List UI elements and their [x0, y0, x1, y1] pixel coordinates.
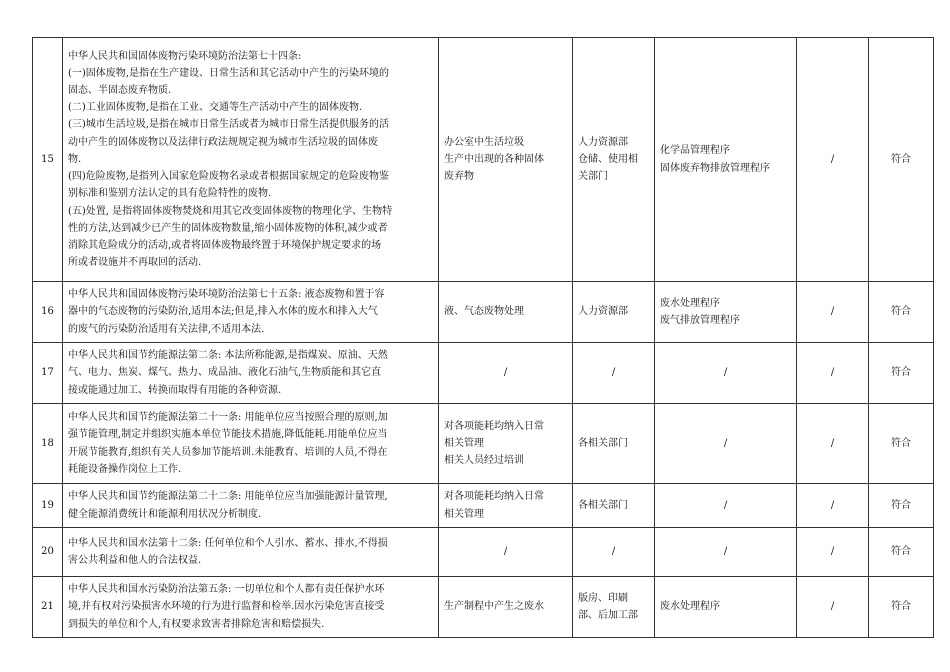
- conformity-status: 符合: [869, 38, 934, 282]
- extra-column: /: [797, 404, 869, 484]
- clause-line: 所或者设施并不再取回的活动.: [68, 257, 202, 269]
- department-line: 关部门: [578, 171, 608, 183]
- department-line: /: [611, 546, 616, 558]
- row-number: 17: [33, 343, 63, 404]
- clause-line: 接或能通过加工、转换而取得有用能的各种资源.: [68, 384, 282, 396]
- aspect-line: 液、气态废物处理: [444, 306, 524, 318]
- table-row: [33, 577, 934, 638]
- clause-text: [63, 484, 439, 528]
- clause-line: 中华人民共和国节约能源法第二十一条: 用能单位应当按照合理的原则,加: [68, 412, 388, 424]
- responsible-department: [573, 282, 655, 343]
- row-number: 16: [33, 282, 63, 343]
- regulation-compliance-table: [32, 37, 934, 638]
- environmental-aspect: [439, 484, 573, 528]
- procedure-line: 化学品管理程序: [660, 145, 730, 157]
- related-procedure: [655, 484, 797, 528]
- conformity-status: 符合: [869, 528, 934, 577]
- clause-line: 性的方法,达到减少已产生的固体废物数量,缩小固体废物的体积,减少或者: [68, 222, 388, 234]
- department-line: /: [611, 367, 616, 379]
- environmental-aspect: [439, 528, 573, 577]
- row-number: 21: [33, 577, 63, 638]
- responsible-department: [573, 343, 655, 404]
- table-row: [33, 484, 934, 528]
- related-procedure: [655, 577, 797, 638]
- conformity-status: 符合: [869, 484, 934, 528]
- clause-line: (五)处置, 是指将固体废物焚烧和用其它改变固体废物的物理化学、生物特: [68, 205, 393, 217]
- table-row: [33, 404, 934, 484]
- aspect-line: 生产中出现的各种固体: [444, 153, 544, 165]
- aspect-line: 相关管理: [444, 508, 484, 520]
- table-row: [33, 528, 934, 577]
- clause-line: 固态、半固态废弃物质.: [68, 85, 172, 97]
- clause-line: 别标准和鉴别方法认定的具有危险特性的废物.: [68, 188, 272, 200]
- clause-line: 中华人民共和国固体废物污染环境防治法第七十五条: 液态废物和置于容: [68, 289, 385, 301]
- responsible-department: [573, 484, 655, 528]
- extra-column: /: [797, 38, 869, 282]
- clause-text: [63, 343, 439, 404]
- extra-column: /: [797, 528, 869, 577]
- responsible-department: [573, 404, 655, 484]
- procedure-line: /: [723, 499, 728, 511]
- table-body: [33, 38, 934, 638]
- table-row: [33, 38, 934, 282]
- clause-line: 动中产生的固体废物以及法律行政法规规定视为城市生活垃圾的固体废: [68, 136, 378, 148]
- conformity-status: 符合: [869, 404, 934, 484]
- department-line: 仓储、使用相: [578, 153, 638, 165]
- clause-text: [63, 38, 439, 282]
- row-number: 20: [33, 528, 63, 577]
- clause-line: 器中的气态废物的污染防治,适用本法;但是,排入水体的废水和排入大气: [68, 306, 378, 318]
- related-procedure: [655, 282, 797, 343]
- department-line: 部、后加工部: [578, 610, 638, 621]
- conformity-status: 符合: [869, 577, 934, 638]
- procedure-line: 固体废弃物排放管理程序: [660, 162, 770, 174]
- related-procedure: [655, 528, 797, 577]
- environmental-aspect: [439, 282, 573, 343]
- aspect-line: 对各项能耗均纳入日常: [444, 420, 544, 432]
- procedure-line: 废水处理程序: [660, 601, 720, 613]
- environmental-aspect: [439, 577, 573, 638]
- department-line: 各相关部门: [578, 437, 628, 449]
- related-procedure: [655, 404, 797, 484]
- procedure-line: /: [723, 437, 728, 449]
- clause-text: [63, 282, 439, 343]
- aspect-line: /: [503, 367, 508, 379]
- clause-line: 开展节能教育,组织有关人员参加节能培训.未能教育、培训的人员,不得在: [68, 446, 388, 458]
- procedure-line: 废气排放管理程序: [660, 315, 740, 326]
- environmental-aspect: [439, 404, 573, 484]
- clause-line: 中华人民共和国水法第十二条: 任何单位和个人引水、蓄水、排水,不得损: [68, 537, 388, 549]
- clause-line: 强节能管理,制定并组织实施本单位节能技术措施,降低能耗.用能单位应当: [68, 429, 388, 441]
- clause-line: 物.: [68, 153, 82, 165]
- department-line: 人力资源部: [578, 306, 628, 318]
- clause-line: 中华人民共和国固体废物污染环境防治法第七十四条:: [68, 50, 302, 62]
- clause-line: 中华人民共和国节约能源法第二十二条: 用能单位应当加强能源计量管理,: [68, 491, 388, 503]
- procedure-line: 废水处理程序: [660, 297, 720, 309]
- clause-line: 中华人民共和国节约能源法第二条: 本法所称能源,是指煤炭、原油、天然: [68, 350, 388, 362]
- aspect-line: 废弃物: [444, 171, 474, 183]
- responsible-department: [573, 577, 655, 638]
- clause-line: 境,并有权对污染损害水环境的行为进行监督和检举.因水污染危害直接受: [68, 601, 385, 613]
- clause-text: [63, 404, 439, 484]
- conformity-status: 符合: [869, 282, 934, 343]
- clause-line: (四)危险废物,是指列入国家危险废物名录或者根据国家规定的危险废物鉴: [68, 171, 389, 183]
- aspect-line: 相关人员经过培训: [444, 455, 524, 467]
- procedure-line: /: [723, 546, 728, 558]
- extra-column: /: [797, 343, 869, 404]
- extra-column: /: [797, 577, 869, 638]
- aspect-line: 对各项能耗均纳入日常: [444, 491, 544, 503]
- department-line: 各相关部门: [578, 499, 628, 511]
- responsible-department: [573, 528, 655, 577]
- environmental-aspect: [439, 38, 573, 282]
- clause-line: 害公共利益和他人的合法权益.: [68, 555, 202, 566]
- responsible-department: [573, 38, 655, 282]
- environmental-aspect: [439, 343, 573, 404]
- department-line: 版房、印刷: [578, 592, 628, 604]
- extra-column: /: [797, 282, 869, 343]
- clause-line: 的废气的污染防治适用有关法律,不适用本法.: [68, 323, 265, 335]
- department-line: 人力资源部: [578, 136, 628, 148]
- aspect-line: /: [503, 546, 508, 558]
- aspect-line: 生产制程中产生之废水: [444, 601, 544, 613]
- clause-text: [63, 528, 439, 577]
- clause-line: (三)城市生活垃圾,是指在城市日常生活或者为城市日常生活提供服务的活: [68, 119, 389, 131]
- table-row: [33, 282, 934, 343]
- clause-line: (二)工业固体废物,是指在工业、交通等生产活动中产生的固体废物.: [68, 102, 363, 114]
- conformity-status: 符合: [869, 343, 934, 404]
- aspect-line: 办公室中生活垃圾: [444, 136, 524, 148]
- extra-column: /: [797, 484, 869, 528]
- clause-line: 消除其危险成分的活动,或者将固体废物最终置于环境保护规定要求的场: [68, 239, 382, 251]
- procedure-line: /: [723, 367, 728, 379]
- table-row: [33, 343, 934, 404]
- clause-line: 耗能设备操作岗位上工作.: [68, 463, 182, 475]
- related-procedure: [655, 38, 797, 282]
- clause-line: 气、电力、焦炭、煤气、热力、成品油、液化石油气,生物质能和其它直: [68, 367, 382, 379]
- related-procedure: [655, 343, 797, 404]
- row-number: 18: [33, 404, 63, 484]
- clause-text: [63, 577, 439, 638]
- clause-line: 中华人民共和国水污染防治法第五条: 一切单位和个人都有责任保护水环: [68, 584, 385, 596]
- clause-line: 到损失的单位和个人,有权要求致害者排除危害和赔偿损失.: [68, 618, 325, 630]
- clause-line: 健全能源消费统计和能源利用状况分析制度.: [68, 508, 262, 520]
- row-number: 19: [33, 484, 63, 528]
- aspect-line: 相关管理: [444, 437, 484, 449]
- clause-line: (一)固体废物,是指在生产建设、日常生活和其它活动中产生的污染环境的: [68, 67, 389, 79]
- row-number: 15: [33, 38, 63, 282]
